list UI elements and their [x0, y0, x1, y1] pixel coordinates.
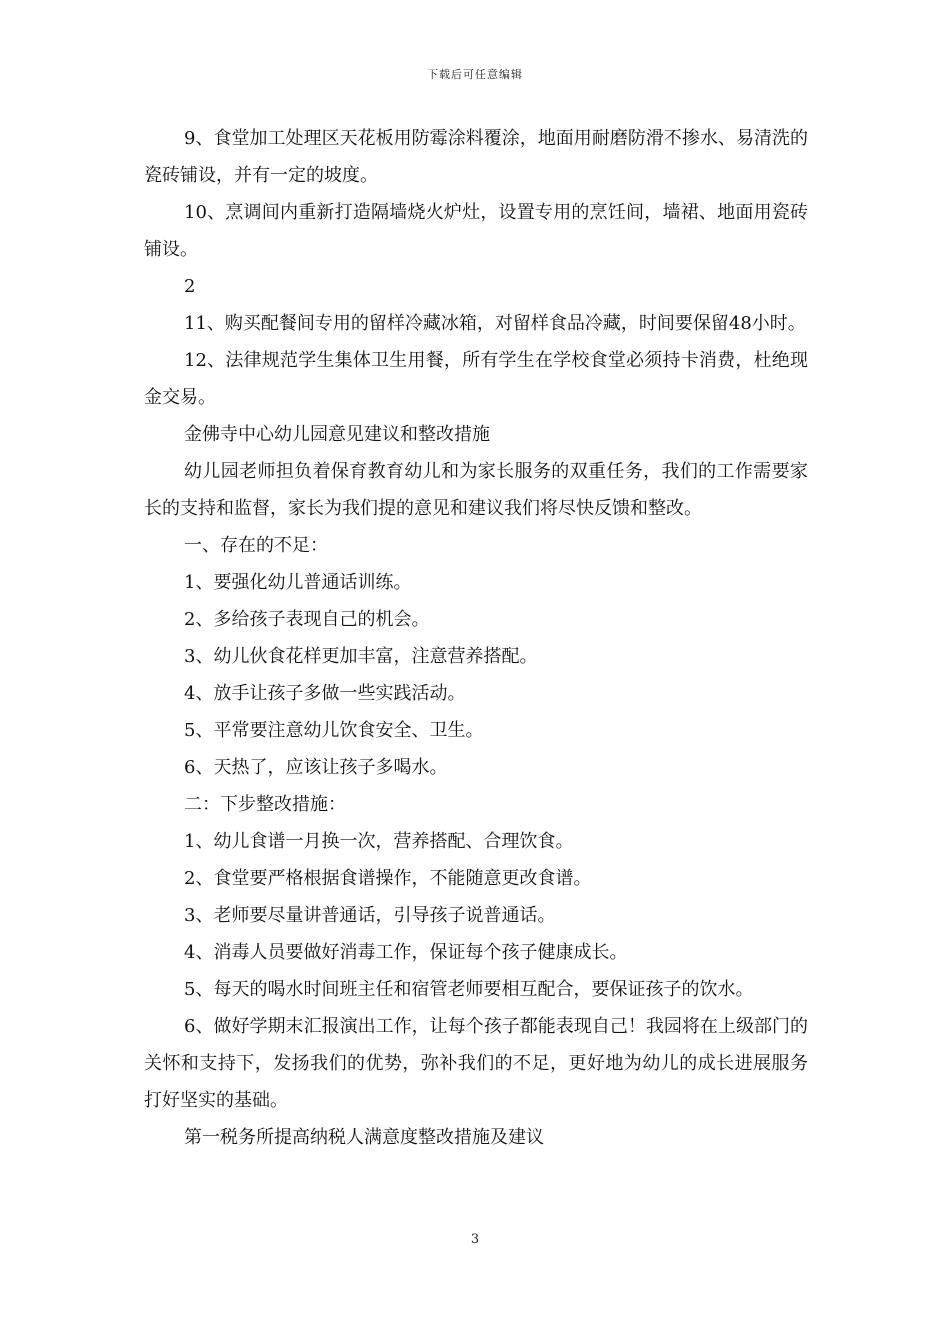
- page-number: 3: [470, 1232, 480, 1247]
- paragraph-item-12: 12、法律规范学生集体卫生用餐，所有学生在学校食堂必须持卡消费，杜绝现金交易。: [144, 350, 808, 408]
- paragraph-item-9: 9、食堂加工处理区天花板用防霉涂料覆涂，地面用耐磨防滑不掺水、易清洗的瓷砖铺设，并有一定的坡度。: [144, 128, 808, 186]
- shortcoming-item-1: 1、要强化幼儿普通话训练。: [184, 572, 412, 593]
- shortcoming-item-4: 4、放手让孩子多做一些实践活动。: [184, 683, 466, 704]
- subheading-measures: 二：下步整改措施：: [184, 794, 346, 815]
- measure-item-4: 4、消毒人员要做好消毒工作，保证每个孩子健康成长。: [184, 942, 628, 963]
- header-note: 下载后可任意编辑: [427, 68, 523, 81]
- shortcoming-item-2: 2、多给孩子表现自己的机会。: [184, 609, 430, 630]
- inline-page-marker: 2: [184, 276, 196, 297]
- section-title-kindergarten: 金佛寺中心幼儿园意见建议和整改措施: [184, 424, 490, 445]
- measure-item-3: 3、老师要尽量讲普通话，引导孩子说普通话。: [184, 905, 556, 926]
- section-title-tax-office: 第一税务所提高纳税人满意度整改措施及建议: [184, 1127, 544, 1148]
- measure-item-5: 5、每天的喝水时间班主任和宿管老师要相互配合，要保证孩子的饮水。: [184, 979, 754, 1000]
- shortcoming-item-6: 6、天热了，应该让孩子多喝水。: [184, 757, 448, 778]
- measure-item-6: 6、做好学期末汇报演出工作，让每个孩子都能表现自己！我园将在上级部门的关怀和支持下，发扬我们的优势，弥补我们的不足，更好地为幼儿的成长进展服务打好坚实的基础。: [144, 1016, 808, 1111]
- subheading-shortcomings: 一、存在的不足：: [184, 535, 328, 556]
- measure-item-1: 1、幼儿食谱一月换一次，营养搭配、合理饮食。: [184, 831, 574, 852]
- shortcoming-item-5: 5、平常要注意幼儿饮食安全、卫生。: [184, 720, 484, 741]
- paragraph-item-11: 11、购买配餐间专用的留样冷藏冰箱，对留样食品冷藏，时间要保留48小时。: [184, 313, 806, 334]
- paragraph-item-10: 10、烹调间内重新打造隔墙烧火炉灶，设置专用的烹饪间，墙裙、地面用瓷砖铺设。: [144, 202, 808, 260]
- measure-item-2: 2、食堂要严格根据食谱操作，不能随意更改食谱。: [184, 868, 592, 889]
- intro-paragraph: 幼儿园老师担负着保育教育幼儿和为家长服务的双重任务，我们的工作需要家长的支持和监督，家长为我们提的意见和建议我们将尽快反馈和整改。: [144, 461, 808, 519]
- document-body: [144, 120, 808, 1156]
- shortcoming-item-3: 3、幼儿伙食花样更加丰富，注意营养搭配。: [184, 646, 538, 667]
